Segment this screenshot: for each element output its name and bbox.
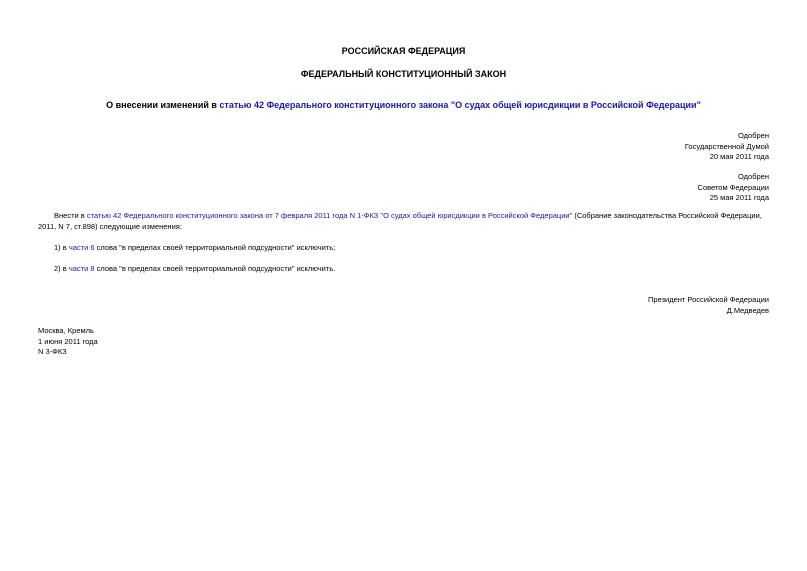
country-heading: РОССИЙСКАЯ ФЕДЕРАЦИЯ xyxy=(341,46,466,56)
intro-prefix: Внести в xyxy=(54,211,87,220)
signatory-name: Д.Медведев xyxy=(726,305,769,315)
part-8-link[interactable]: части 8 xyxy=(68,264,95,273)
item-suffix: слова "в пределах своей территориальной подсудности" исключить. xyxy=(94,264,336,273)
duma-approval xyxy=(685,131,769,163)
item-prefix: 2) в xyxy=(54,264,69,273)
signature-block xyxy=(648,295,769,316)
council-approval-label: Одобрен xyxy=(738,172,769,181)
part-6-link[interactable]: части 6 xyxy=(68,243,95,252)
place-date-block xyxy=(38,326,98,358)
title-article-link[interactable]: статью 42 Федерального конституционного закона "О судах общей юрисдикции в Российской Федерации" xyxy=(219,100,701,110)
intro-law-link[interactable]: статью 42 Федерального конституционного закона от 7 февраля 2011 года N 1-ФКЗ "О судах общей юрисдикции в Российской Федерации" xyxy=(86,211,573,220)
duma-approval-body: Государственной Думой xyxy=(684,141,769,151)
list-item xyxy=(38,264,785,275)
document-title xyxy=(0,99,807,111)
title-prefix: О внесении изменений в xyxy=(106,100,220,110)
law-number: N 3-ФКЗ xyxy=(38,347,67,356)
signing-date: 1 июня 2011 года xyxy=(38,336,98,346)
intro-suffix: (Собрание законодательства Российской Федерации, 2011, N 7, ст.898) следующие изменения: xyxy=(38,211,762,231)
duma-approval-date: 20 мая 2011 года xyxy=(709,152,769,161)
item-suffix: слова "в пределах своей территориальной подсудности" исключить; xyxy=(94,243,336,252)
signing-place: Москва, Кремль xyxy=(38,326,94,335)
item-prefix: 1) в xyxy=(54,243,69,252)
council-approval-body: Советом Федерации xyxy=(697,182,769,192)
signatory-position: Президент Российской Федерации xyxy=(648,295,769,304)
law-type-heading: ФЕДЕРАЛЬНЫЙ КОНСТИТУЦИОННЫЙ ЗАКОН xyxy=(300,69,507,79)
duma-approval-label: Одобрен xyxy=(738,131,769,140)
council-approval xyxy=(698,172,769,204)
intro-paragraph xyxy=(38,211,769,232)
council-approval-date: 25 мая 2011 года xyxy=(709,193,769,202)
list-item xyxy=(38,243,785,254)
